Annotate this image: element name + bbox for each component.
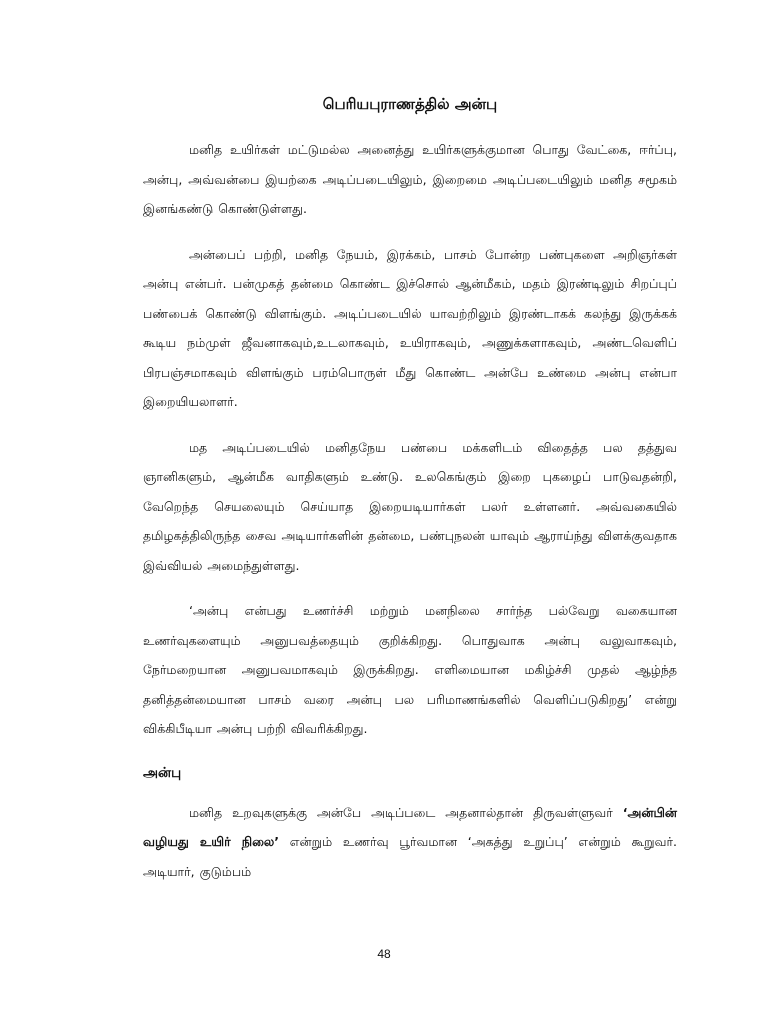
- paragraph-5-part2: என்றும் உணர்வு பூர்வமான ‘அகத்து உறுப்பு’ என்றும் கூறுவர். அடியார், குடும்பம்: [143, 834, 677, 879]
- paragraph-1: மனித உயிர்கள் மட்டுமல்ல அனைத்து உயிர்களுக்குமான பொது வேட்கை, ஈர்ப்பு, அன்பு, அவ்வன்பை இயற்கை அடிப்படையிலும், இறைமை அடிப்படையிலும் மனித சமூகம் இனங்கண்டு கொண்டுள்ளது.: [143, 142, 677, 216]
- paragraph-5-part1: மனித உறவுகளுக்கு அன்பே அடிப்படை அதனால்தான் திருவள்ளுவர்: [189, 804, 623, 820]
- paragraph-4: ‘அன்பு என்பது உணர்ச்சி மற்றும் மனநிலை சார்ந்த பல்வேறு வகையான உணர்வுகளையும் அனுபவத்தையும் குறிக்கிறது. பொதுவாக அன்பு வலுவாகவும், நேர்மறையான அனுபவமாகவும் இருக்கிறது. எளிமையான மகிழ்ச்சி முதல் ஆழ்ந்த தனித்தன்மையான பாசம் வரை அன்பு பல பரிமாணங்களில் வெளிப்படுகிறது’ என்று விக்கிபீடியா அன்பு பற்றி விவரிக்கிறது.: [143, 603, 677, 736]
- paragraph-3: மத அடிப்படையில் மனிதநேய பண்பை மக்களிடம் விதைத்த பல தத்துவ ஞானிகளும், ஆன்மீக வாதிகளும் உண்டு. உலகெங்கும் இறை புகழைப் பாடுவதன்றி, வேறெந்த செயலையும் செய்யாத இறையடியார்கள் பலர் உள்ளனர். அவ்வகையில் தமிழகத்திலிருந்த சைவ அடியார்களின் தன்மை, பண்புநலன் யாவும் ஆராய்ந்து விளக்குவதாக இவ்வியல் அமைந்துள்ளது.: [143, 439, 677, 573]
- paragraph-2: அன்பைப் பற்றி, மனித நேயம், இரக்கம், பாசம் போன்ற பண்புகளை அறிஞர்கள் அன்பு என்பர். பன்முகத் தன்மை கொண்ட இச்சொல் ஆன்மீகம், மதம் இரண்டிலும் சிறப்புப் பண்பைக் கொண்டு விளங்கும். அடிப்படையில் யாவற்றிலும் இரண்டாகக் கலந்து இருக்கக் கூடிய நம்முள் ஜீவனாகவும்,உடலாகவும், உயிராகவும், அணுக்களாகவும், அண்டவெளிப் பிரபஞ்சமாகவும் விளங்கும் பரம்பொருள் மீது கொண்ட அன்பே உண்மை அன்பு என்பா இறையியலாளர்.: [143, 246, 677, 409]
- document-body: [143, 90, 677, 902]
- kural-quote: ‘அன்பின் வழியது உயிர் நிலை’: [143, 804, 677, 849]
- paragraph-5: [143, 798, 677, 887]
- section-heading: அன்பு: [143, 764, 182, 781]
- page-title: பெரியபுராணத்தில் அன்பு: [322, 95, 498, 113]
- page-number: 48: [377, 947, 391, 961]
